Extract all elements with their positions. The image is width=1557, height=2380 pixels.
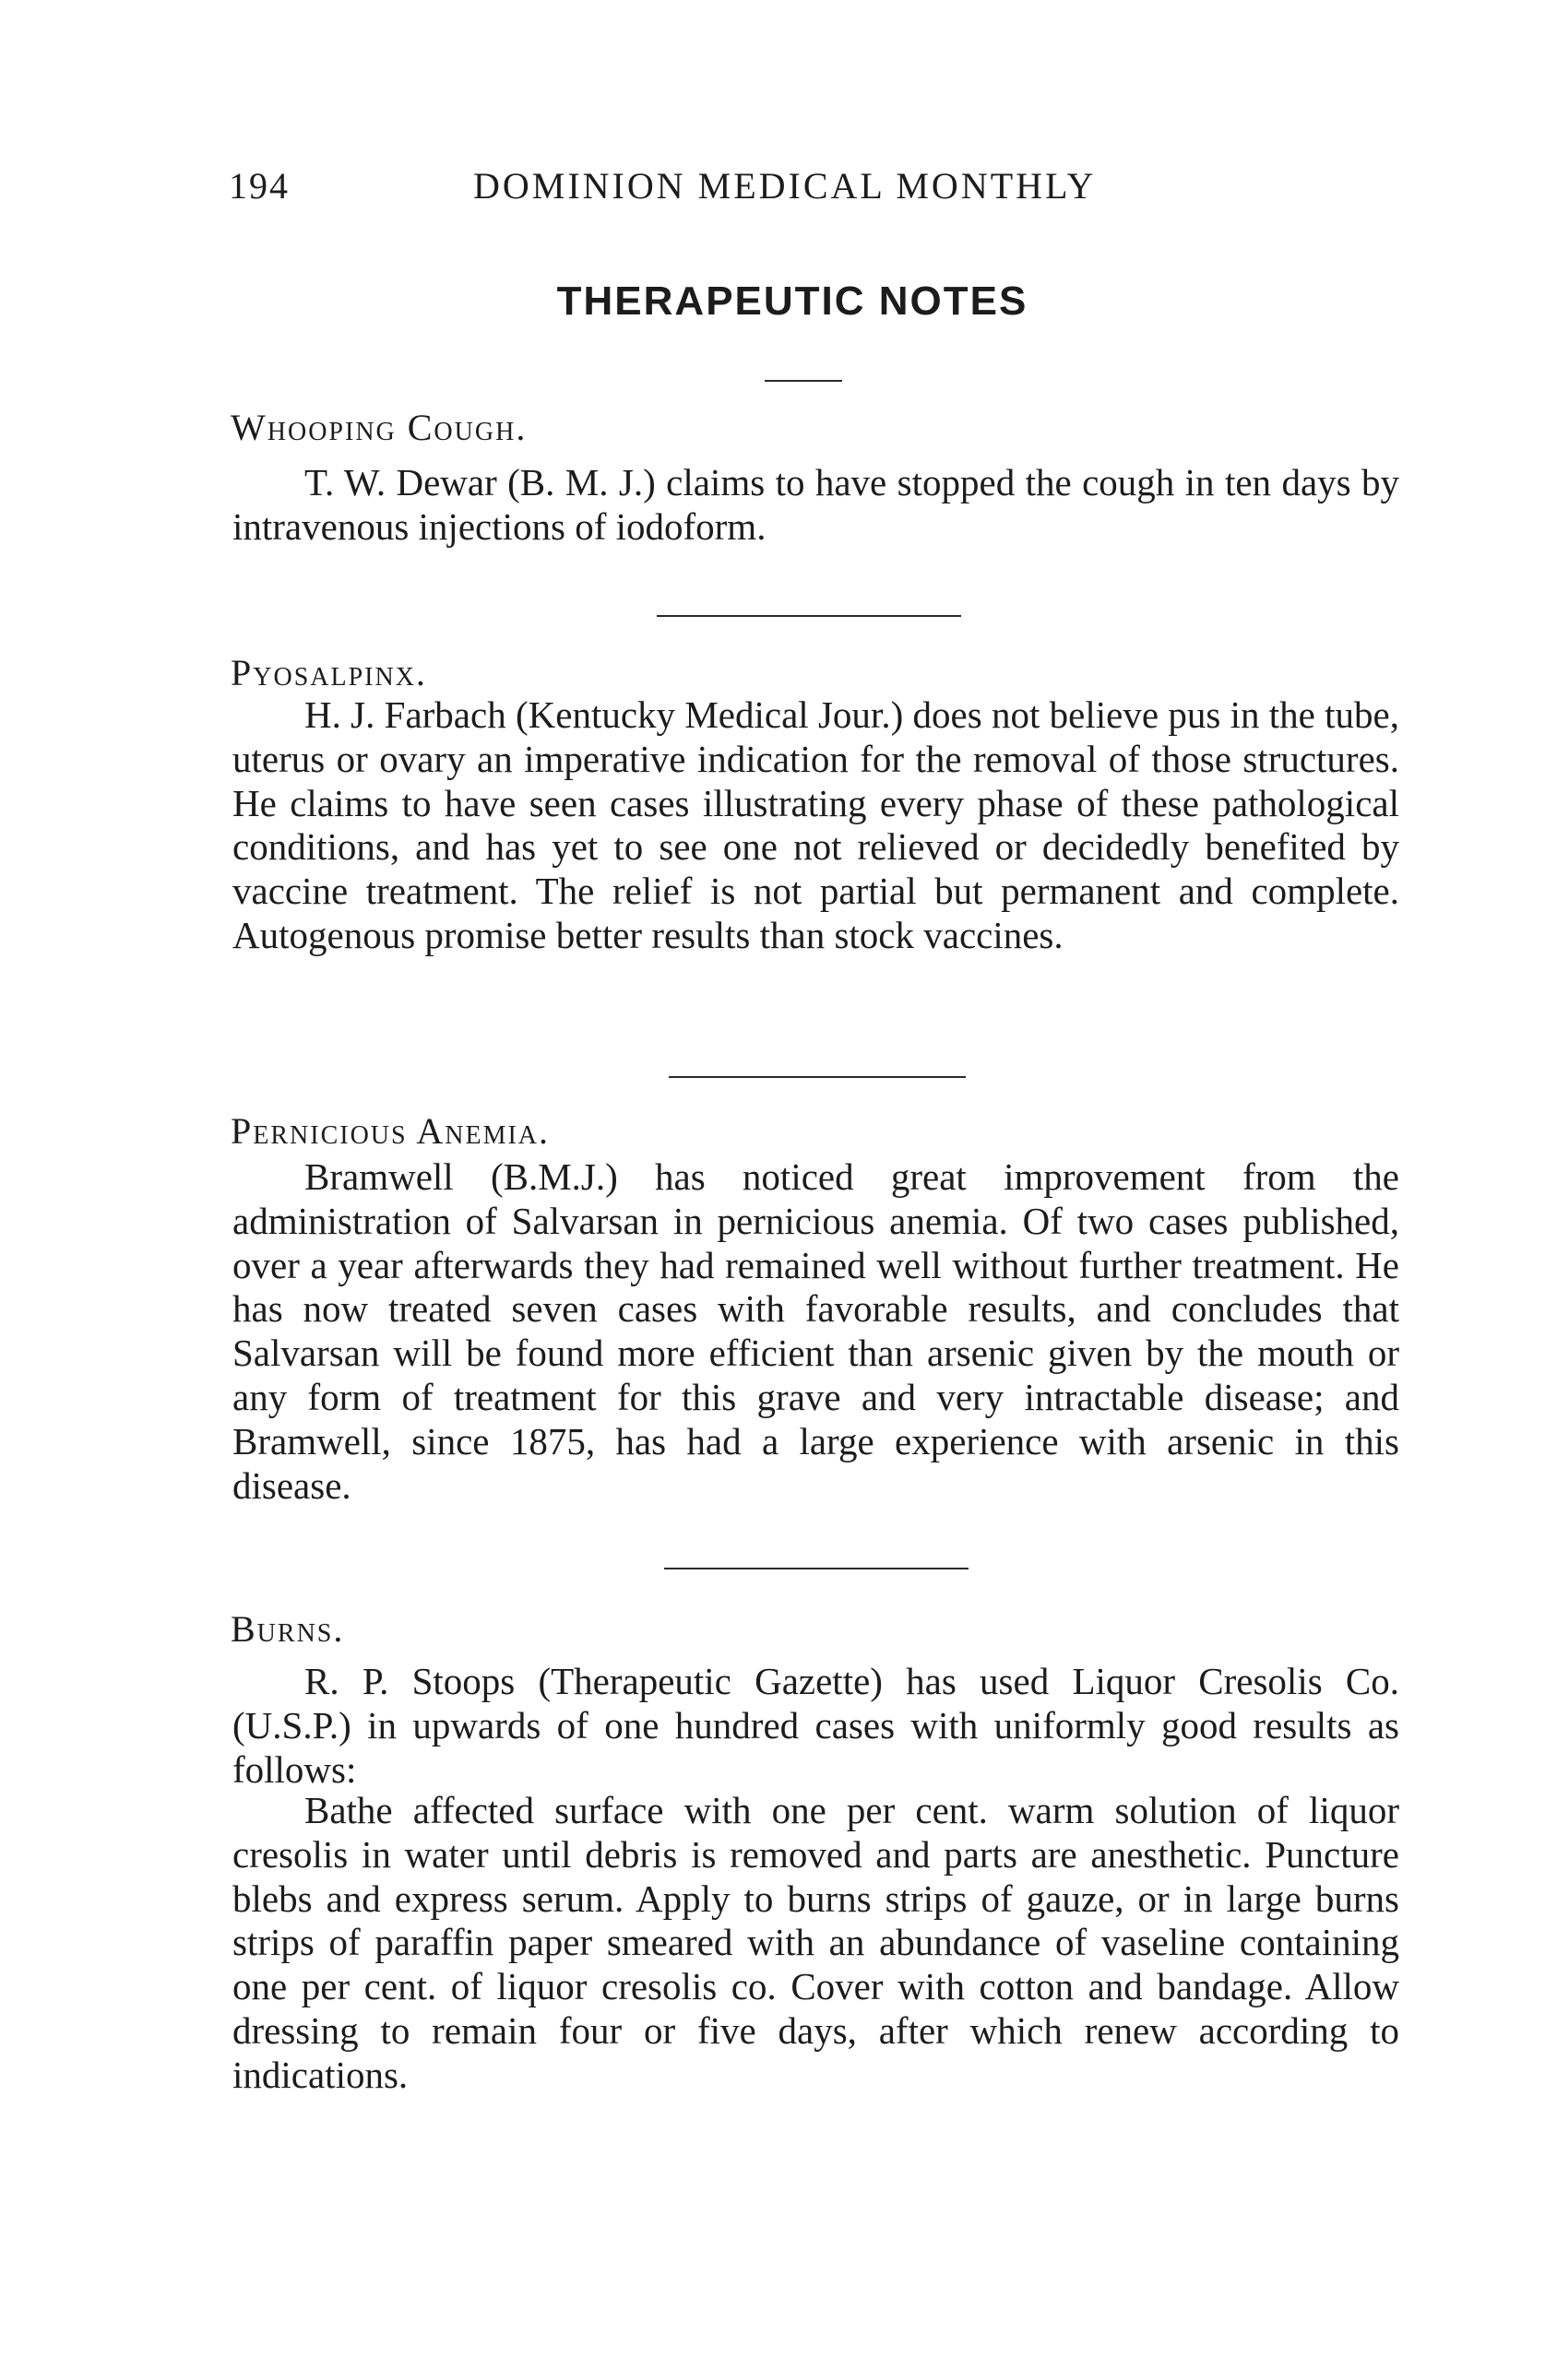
section-heading-pernicious-anemia: Pernicious Anemia. [231,1110,551,1152]
journal-title: DOMINION MEDICAL MONTHLY [473,165,1097,207]
section-divider [657,615,961,617]
section-divider [669,1076,966,1078]
section-paragraph-pernicious-anemia [232,1155,1399,1508]
section-heading-whooping-cough: Whooping Cough. [231,407,528,448]
paragraph-text: H. J. Farbach (Kentucky Medical Jour.) does not believe pus in the tube, uterus or ovary an imperative indication for the removal of those structures. He claims to have seen cases illustrating every phase of these pathological conditions, and has yet to see one not relieved or decidedly benefited by vaccine treatment. The relief is not partial but permanent and complete. Autogenous promise better results than stock vaccines. [232,693,1399,956]
paragraph-text: T. W. Dewar (B. M. J.) claims to have stopped the cough in ten days by intravenous injections of iodoform. [232,461,1399,548]
section-heading-pyosalpinx: Pyosalpinx. [231,652,427,693]
running-head [229,164,1160,210]
title-divider [765,380,842,382]
section-paragraph-whooping-cough [232,461,1399,550]
paragraph-text: Bathe affected surface with one per cent. warm solution of liquor cresolis in water until debris is removed and parts are anesthetic. Puncture blebs and express serum. Apply to burns strips of gauze, or in large burns strips of paraffin paper smeared with an abundance of vaseline containing one per cent. of liquor cresolis co. Cover with cotton and bandage. Allow dressing to remain four or five days, after which renew according to indications. [232,1789,1399,2096]
page-number: 194 [229,165,290,207]
section-paragraph-burns-intro [232,1660,1399,1792]
section-paragraph-pyosalpinx [232,693,1399,958]
page-title: THERAPEUTIC NOTES [556,278,1028,324]
paragraph-text: Bramwell (B.M.J.) has noticed great improvement from the administration of Salvarsan in pernicious anemia. Of two cases published, over a year afterwards they had remained well without further treatment. He has now treated seven cases with favorable results, and concludes that Salvarsan will be found more efficient than arsenic given by the mouth or any form of treatment for this grave and very intractable disease; and Bramwell, since 1875, has had a large experience with arsenic in this disease. [232,1155,1399,1507]
section-divider [664,1568,969,1569]
paragraph-text: R. P. Stoops (Therapeutic Gazette) has used Liquor Cresolis Co. (U.S.P.) in upwards of one hundred cases with uniformly good results as follows: [232,1660,1399,1791]
section-heading-burns: Burns. [231,1608,345,1650]
section-paragraph-burns-instructions [232,1789,1399,2098]
